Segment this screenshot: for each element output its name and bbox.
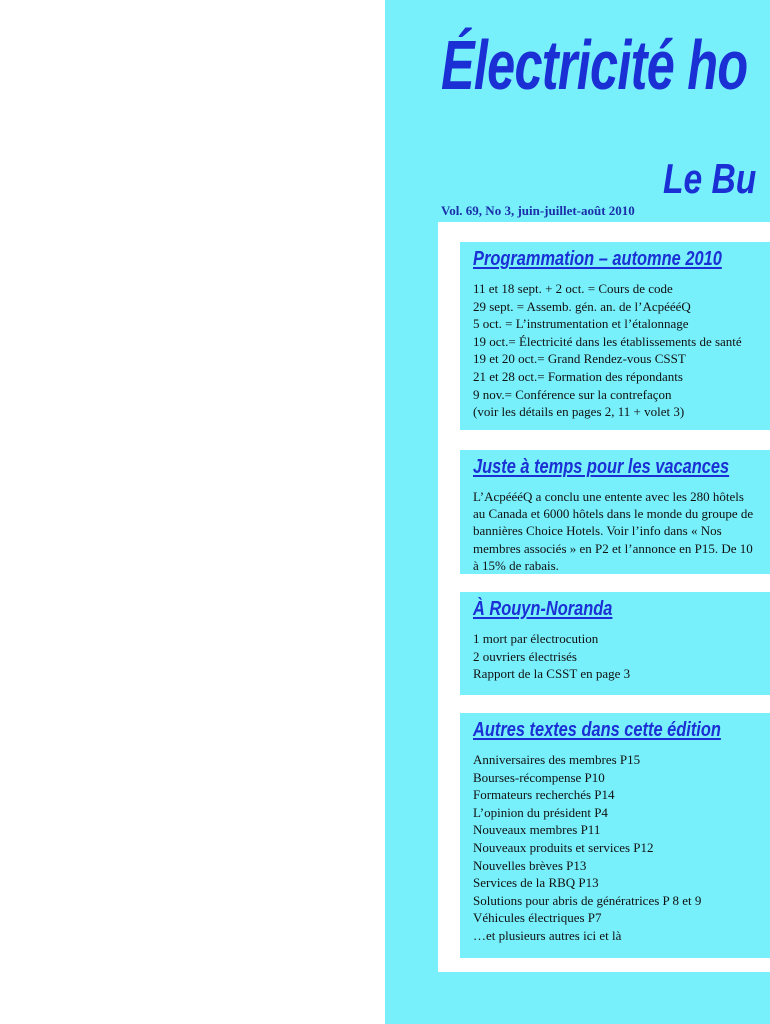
list-item: Anniversaires des membres P15 bbox=[473, 752, 641, 767]
autres-heading: Autres textes dans cette édition bbox=[473, 719, 721, 741]
rouyn-box bbox=[460, 592, 770, 695]
list-item: Nouvelles brèves P13 bbox=[473, 857, 587, 873]
bulletin-cover bbox=[385, 0, 770, 1024]
list-item: Nouveaux membres P11 bbox=[473, 822, 601, 838]
rouyn-heading: À Rouyn-Noranda bbox=[473, 598, 613, 620]
content-panel bbox=[438, 222, 770, 972]
list-item: 11 et 18 sept. + 2 oct. = Cours de code bbox=[473, 281, 673, 296]
list-item: L’opinion du président P4 bbox=[473, 804, 608, 820]
autres-list bbox=[473, 751, 770, 945]
list-item: Rapport de la CSST en page 3 bbox=[473, 666, 631, 682]
rouyn-list bbox=[473, 630, 770, 683]
list-item: (voir les détails en pages 2, 11 + volet 3) bbox=[473, 404, 685, 420]
programmation-list bbox=[473, 280, 770, 421]
list-item: 21 et 28 oct.= Formation des répondants bbox=[473, 368, 683, 384]
programmation-box bbox=[460, 242, 770, 430]
list-item: Solutions pour abris de génératrices P 8 et 9 bbox=[473, 892, 702, 908]
list-item: …et plusieurs autres ici et là bbox=[473, 927, 622, 943]
list-item: Nouveaux produits et services P12 bbox=[473, 839, 654, 855]
vacances-heading: Juste à temps pour les vacances bbox=[473, 456, 730, 478]
vacances-text: L’AcpéééQ a conclu une entente avec les 280 hôtels au Canada et 6000 hôtels dans le monde du groupe de bannières Choice Hotels. Voir l’info dans « Nos membres associés » en P2 et l’annonce en P15. De 10 à 15% de rabais. bbox=[473, 489, 754, 573]
masthead-subtitle: Le Bu bbox=[663, 155, 757, 202]
masthead-title: Électricité ho bbox=[441, 26, 748, 104]
list-item: 19 et 20 oct.= Grand Rendez-vous CSST bbox=[473, 351, 686, 367]
vacances-box bbox=[460, 450, 770, 574]
list-item: 29 sept. = Assemb. gén. an. de l’AcpéééQ bbox=[473, 298, 691, 314]
list-item: 2 ouvriers électrisés bbox=[473, 648, 577, 664]
list-item: Formateurs recherchés P14 bbox=[473, 787, 615, 803]
list-item: Véhicules électriques P7 bbox=[473, 910, 602, 926]
programmation-heading: Programmation – automne 2010 bbox=[473, 248, 722, 270]
autres-box bbox=[460, 713, 770, 958]
list-item: Services de la RBQ P13 bbox=[473, 875, 599, 891]
list-item: 5 oct. = L’instrumentation et l’étalonnage bbox=[473, 316, 689, 332]
issue-line: Vol. 69, No 3, juin-juillet-août 2010 bbox=[441, 203, 635, 218]
list-item: 1 mort par électrocution bbox=[473, 631, 599, 646]
list-item: 9 nov.= Conférence sur la contrefaçon bbox=[473, 386, 672, 402]
list-item: 19 oct.= Électricité dans les établissements de santé bbox=[473, 333, 742, 349]
list-item: Bourses-récompense P10 bbox=[473, 769, 605, 785]
